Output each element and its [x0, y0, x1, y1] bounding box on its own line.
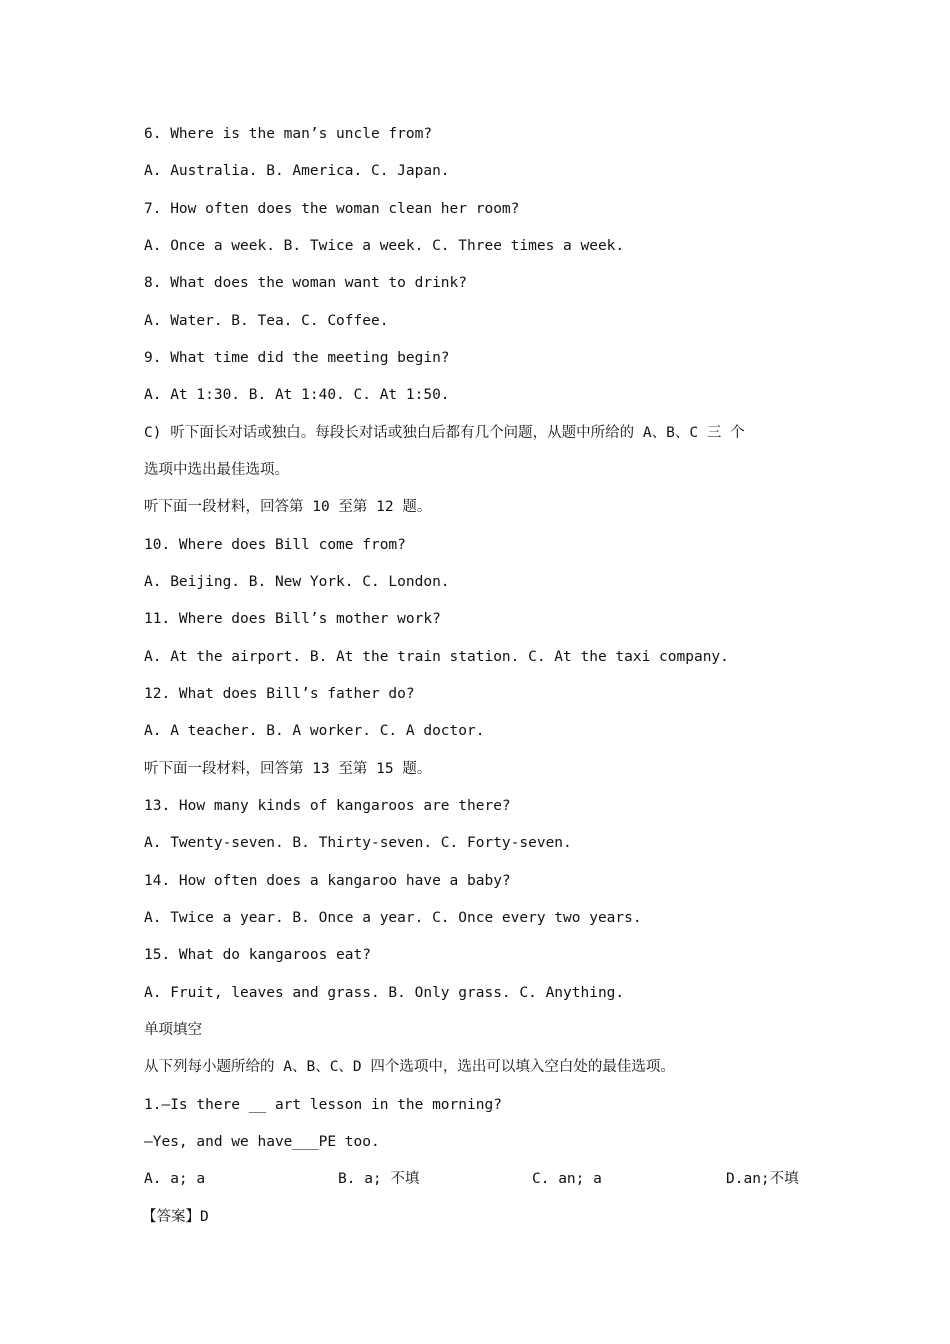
- options-13: A. Twenty-seven. B. Thirty-seven. C. Forty-seven.: [144, 835, 572, 851]
- choice-question-1: 1.—Is there __ art lesson in the morning?: [144, 1097, 502, 1113]
- options-7: A. Once a week. B. Twice a week. C. Three times a week.: [144, 238, 625, 254]
- material-intro-13-15: 听下面一段材料，回答第 13 至第 15 题。: [144, 761, 432, 777]
- single-choice-instruction: 从下列每小题所给的 A、B、C、D 四个选项中，选出可以填入空白处的最佳选项。: [144, 1059, 675, 1075]
- options-6: A. Australia. B. America. C. Japan.: [144, 163, 450, 179]
- question-7: 7. How often does the woman clean her room?: [144, 201, 520, 217]
- question-6: 6. Where is the man’s uncle from?: [144, 126, 433, 142]
- question-9: 9. What time did the meeting begin?: [144, 350, 450, 366]
- answer-label: 【答案】D: [142, 1209, 209, 1225]
- options-14: A. Twice a year. B. Once a year. C. Once every two years.: [144, 910, 642, 926]
- material-intro-10-12: 听下面一段材料，回答第 10 至第 12 题。: [144, 499, 432, 515]
- options-9: A. At 1:30. B. At 1:40. C. At 1:50.: [144, 387, 450, 403]
- options-8: A. Water. B. Tea. C. Coffee.: [144, 313, 389, 329]
- choice-question-1-reply: —Yes, and we have___PE too.: [144, 1134, 380, 1150]
- question-10: 10. Where does Bill come from?: [144, 537, 406, 553]
- question-15: 15. What do kangaroos eat?: [144, 947, 371, 963]
- question-14: 14. How often does a kangaroo have a baby?: [144, 873, 511, 889]
- question-12: 12. What does Bill’s father do?: [144, 686, 415, 702]
- section-c-instruction: C) 听下面长对话或独白。每段长对话或独白后都有几个问题，从题中所给的 A、B、C 三 个: [144, 425, 745, 441]
- question-11: 11. Where does Bill’s mother work?: [144, 611, 441, 627]
- options-12: A. A teacher. B. A worker. C. A doctor.: [144, 723, 485, 739]
- section-heading-single-choice: 单项填空: [144, 1022, 202, 1038]
- options-10: A. Beijing. B. New York. C. London.: [144, 574, 450, 590]
- options-11: A. At the airport. B. At the train station. C. At the taxi company.: [144, 649, 729, 665]
- question-8: 8. What does the woman want to drink?: [144, 275, 468, 291]
- section-c-instruction-cont: 选项中选出最佳选项。: [144, 462, 289, 478]
- choice-option-a: A. a; a: [144, 1171, 206, 1187]
- question-13: 13. How many kinds of kangaroos are there?: [144, 798, 511, 814]
- choice-option-d: D.an;不填: [726, 1171, 799, 1187]
- options-15: A. Fruit, leaves and grass. B. Only grass. C. Anything.: [144, 985, 625, 1001]
- choice-option-b: B. a; 不填: [338, 1171, 420, 1187]
- choice-option-c: C. an; a: [532, 1171, 602, 1187]
